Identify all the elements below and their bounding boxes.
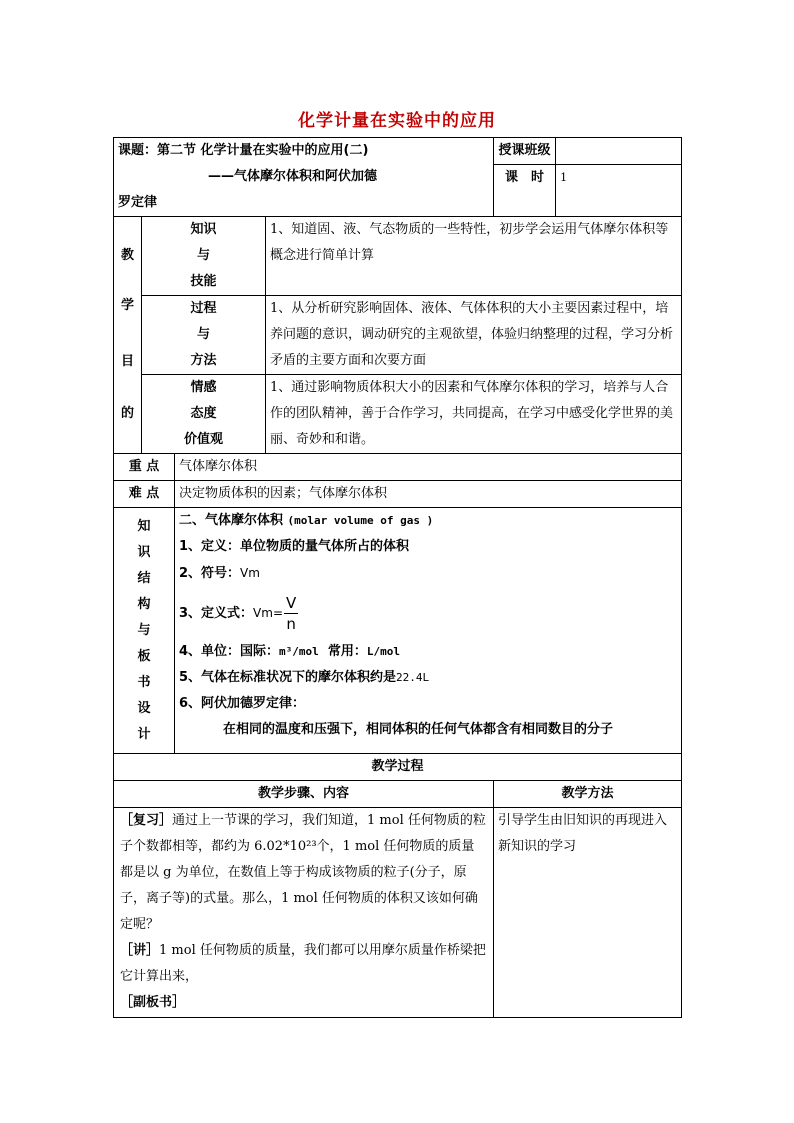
lecture-paragraph: ［讲］1 mol 任何物质的质量，我们都可以用摩尔质量作桥梁把它计算出来，: [120, 943, 486, 984]
sub-board-tag: ［副板书］: [120, 995, 186, 1010]
goal-sub-emotion: 情感 态度 价值观: [142, 375, 266, 454]
goal-sub-process: 过程 与 方法: [142, 296, 266, 375]
process-col-method: 教学方法: [494, 781, 682, 808]
board-heading: 二、气体摩尔体积 (molar volume of gas ): [179, 513, 434, 528]
hours-value: 1: [556, 165, 682, 217]
goal-text-knowledge: 1、知道固、液、气态物质的一些特性，初步学会运用气体摩尔体积等概念进行简单计算: [266, 217, 682, 296]
topic-cell: [114, 138, 494, 217]
process-title: 教学过程: [114, 754, 682, 781]
board-line-standard: 5、气体在标准状况下的摩尔体积约是22.4L: [179, 670, 430, 685]
goal-sub-knowledge: 知识 与 技能: [142, 217, 266, 296]
board-content: [175, 508, 682, 754]
goals-label: 教 学 目 的: [114, 217, 142, 454]
key-value: 气体摩尔体积: [175, 454, 682, 481]
review-paragraph: ［复习］通过上一节课的学习，我们知道，1 mol 任何物质的粒子个数都相等，都约为 6.02*10²³个，1 mol 任何物质的质量都是以 g 为单位，在数值上等于构成该物质的粒子(分子，原子，离子等)的式量。那么，1 mol 任何物质的体积又该如何确定呢？: [120, 813, 486, 932]
board-line-definition: 1、定义：单位物质的量气体所占的体积: [179, 539, 410, 554]
difficulty-value: 决定物质体积的因素；气体摩尔体积: [175, 481, 682, 508]
process-method-content: 引导学生由旧知识的再现进入新知识的学习: [494, 808, 682, 1018]
goal-text-emotion: 1、通过影响物质体积大小的因素和气体摩尔体积的学习，培养与人合作的团队精神，善于合作学习，共同提高，在学习中感受化学世界的美丽、奇妙和和谐。: [266, 375, 682, 454]
board-line-avogadro: 6、阿伏加德罗定律：: [179, 696, 306, 711]
board-line-symbol: 2、符号：Vm: [179, 566, 260, 581]
difficulty-label: 难 点: [114, 481, 175, 508]
formula-fraction: $\frac{V}{n}$: [286, 594, 297, 633]
topic-line-1: 课题：第二节 化学计量在实验中的应用(二): [118, 143, 369, 158]
board-line-formula: 3、定义式：Vm= $\frac{V}{n}$: [179, 594, 297, 633]
process-col-steps: 教学步骤、内容: [114, 781, 494, 808]
page-title: 化学计量在实验中的应用: [298, 111, 496, 131]
board-line-unit: 4、单位：国际：m³/mol 常用：L/mol: [179, 644, 400, 659]
key-label: 重 点: [114, 454, 175, 481]
process-steps-content: [114, 808, 494, 1018]
class-value: [556, 138, 682, 165]
lesson-plan-table: [113, 137, 682, 1018]
hours-label: 课 时: [494, 165, 556, 217]
topic-line-2: ——气体摩尔体积和阿伏加德: [208, 169, 378, 184]
board-line-law: 在相同的温度和压强下，相同体积的任何气体都含有相同数目的分子: [223, 722, 614, 737]
class-label: 授课班级: [494, 138, 556, 165]
board-label: 知 识 结 构 与 板 书 设 计: [114, 508, 175, 754]
topic-line-3: 罗定律: [118, 195, 158, 210]
goal-text-process: 1、从分析研究影响固体、液体、气体体积的大小主要因素过程中，培养问题的意识，调动研究的主观欲望，体验归纳整理的过程，学习分析矛盾的主要方面和次要方面: [266, 296, 682, 375]
